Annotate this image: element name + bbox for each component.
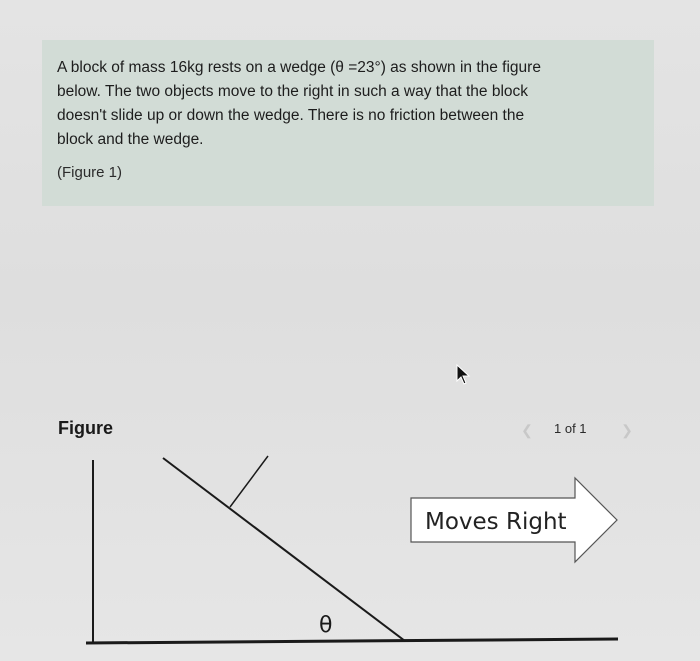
moves-right-label: Moves Right (425, 509, 567, 535)
problem-statement-box (42, 40, 654, 206)
figure-link[interactable]: (Figure 1) (57, 164, 123, 181)
figure-pager (518, 420, 636, 440)
wedge-diagram (0, 448, 700, 661)
angle-label: θ (319, 613, 333, 638)
mouse-cursor-icon (455, 364, 471, 386)
chevron-right-icon[interactable]: ❯ (621, 422, 633, 438)
problem-text: A block of mass 16kg rests on a wedge (θ =23°) as shown in the figure below. The two objects move to the right in such a way that the block doesn't slide up or down the wedge. There is no friction between the block and the wedge. (57, 59, 541, 148)
ground-line (86, 639, 618, 643)
chevron-left-icon[interactable]: ❮ (521, 422, 533, 438)
wedge-incline-line (163, 458, 405, 641)
block-edge-line (230, 456, 268, 507)
figure-title: Figure (58, 418, 114, 438)
figure-page-count: 1 of 1 (554, 421, 587, 436)
